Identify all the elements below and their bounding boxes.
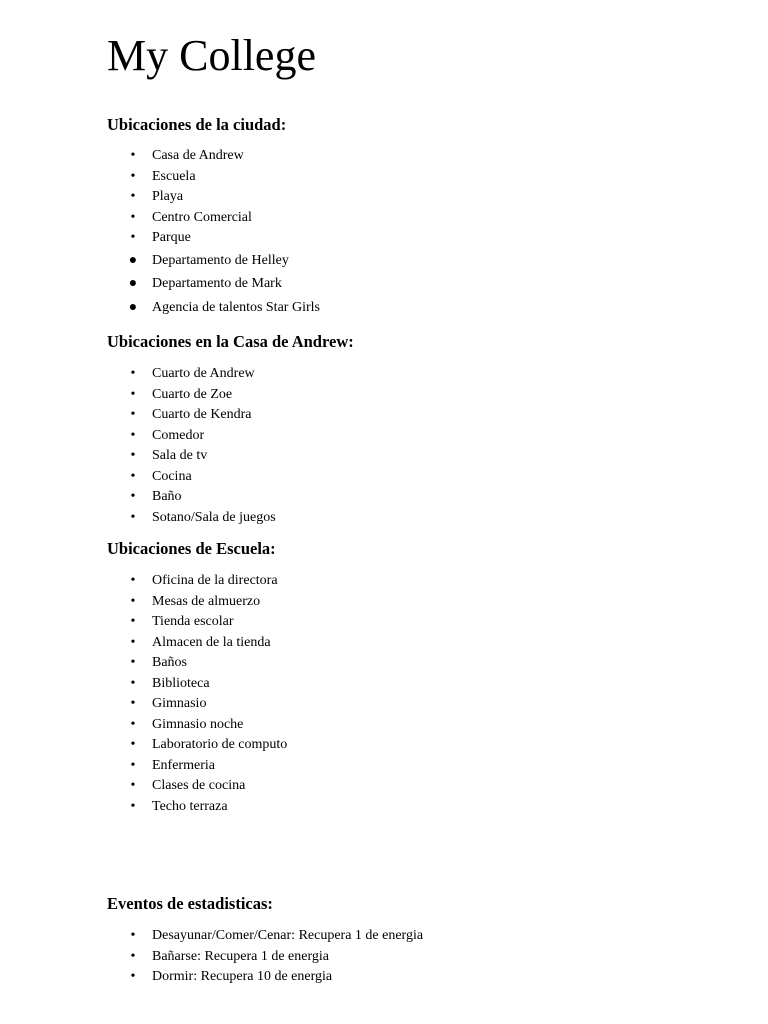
bullet-icon: • [130, 778, 136, 793]
bullet-icon: • [130, 757, 136, 773]
bullet-icon: ● [128, 299, 138, 315]
bullet-icon: • [130, 969, 136, 984]
bullet-icon: • [130, 427, 136, 443]
bullet-icon: • [130, 230, 136, 245]
bullet-icon: ● [128, 252, 138, 268]
bullet-icon: • [130, 148, 136, 163]
bullet-icon: • [130, 573, 136, 588]
bullet-icon: • [130, 675, 136, 691]
bullet-icon: • [130, 737, 136, 752]
bullet-icon: • [130, 696, 136, 711]
section-heading-stat-events: Eventos de estadisticas: [107, 894, 273, 913]
bullet-icon: • [130, 509, 136, 525]
bullet-icon: • [130, 489, 136, 504]
bullet-icon: • [130, 928, 136, 943]
bullet-icon: ● [128, 276, 138, 291]
bullet-icon: • [130, 209, 136, 225]
bullet-icon: • [130, 386, 136, 402]
document-title: My College [107, 31, 316, 80]
bullet-icon: • [130, 593, 136, 609]
bullet-icon: • [130, 948, 136, 964]
bullet-icon: • [130, 468, 136, 484]
section-heading-andrew-house-locations: Ubicaciones en la Casa de Andrew: [107, 332, 354, 351]
bullet-icon: • [130, 716, 136, 732]
bullet-icon: • [130, 614, 136, 629]
bullet-icon: • [130, 168, 136, 184]
section-heading-city-locations: Ubicaciones de la ciudad: [107, 115, 287, 134]
bullet-icon: • [130, 189, 136, 204]
bullet-icon: • [130, 366, 136, 381]
bullet-icon: • [130, 798, 136, 814]
bullet-icon: • [130, 448, 136, 463]
bullet-icon: • [130, 634, 136, 650]
bullet-icon: • [130, 407, 136, 422]
section-heading-school-locations: Ubicaciones de Escuela: [107, 539, 276, 558]
bullet-icon: • [130, 655, 136, 670]
